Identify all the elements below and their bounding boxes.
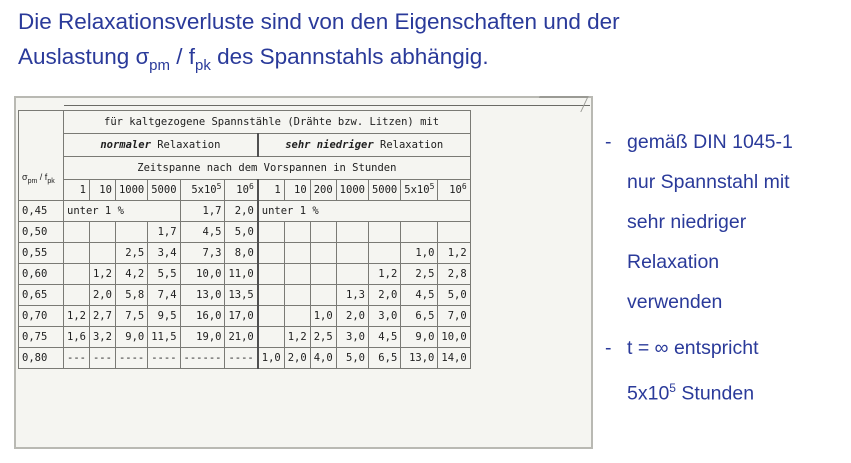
value-cell bbox=[336, 243, 368, 264]
value-cell: 5,0 bbox=[336, 348, 368, 369]
bullet-text: Stunden bbox=[675, 382, 755, 405]
value-cell bbox=[284, 306, 310, 327]
header-row-2 bbox=[19, 134, 471, 157]
value-cell: 2,5 bbox=[401, 264, 438, 285]
column-header-text: 200 bbox=[313, 184, 333, 196]
value-cell bbox=[115, 222, 147, 243]
header-text: Relaxation bbox=[150, 139, 221, 151]
ratio-cell: 0,80 bbox=[19, 348, 64, 369]
value-cell: 1,7 bbox=[148, 222, 180, 243]
column-header-text: 10 bbox=[99, 184, 112, 196]
ratio-cell: 0,50 bbox=[19, 222, 64, 243]
ratio-cell: 0,45 bbox=[19, 201, 64, 222]
value-cell: 2,0 bbox=[284, 348, 310, 369]
value-cell bbox=[284, 222, 310, 243]
note-cell: unter 1 % bbox=[258, 201, 470, 222]
value-cell: 1,3 bbox=[336, 285, 368, 306]
value-cell bbox=[310, 222, 336, 243]
table-row bbox=[19, 201, 471, 222]
superscript: 5 bbox=[669, 381, 676, 395]
value-cell: 7,0 bbox=[438, 306, 470, 327]
header-italic: normaler bbox=[100, 139, 151, 151]
title-line-1: Die Relaxationsverluste sind von den Eigenschaften und der bbox=[18, 9, 620, 34]
value-cell: 9,0 bbox=[401, 327, 438, 348]
ratio-cell: 0,75 bbox=[19, 327, 64, 348]
column-header bbox=[284, 180, 310, 201]
value-cell bbox=[64, 243, 90, 264]
column-header-row bbox=[19, 180, 471, 201]
table-row bbox=[19, 327, 471, 348]
value-cell: 5,0 bbox=[225, 222, 258, 243]
value-cell: 11,5 bbox=[148, 327, 180, 348]
header-text: Relaxation bbox=[373, 139, 444, 151]
value-cell bbox=[258, 306, 284, 327]
value-cell: --- bbox=[64, 348, 90, 369]
table-row bbox=[19, 243, 471, 264]
value-cell bbox=[438, 222, 470, 243]
bullet-line: nur Spannstahl mit bbox=[627, 171, 790, 193]
value-cell: 6,5 bbox=[368, 348, 400, 369]
value-cell bbox=[258, 264, 284, 285]
column-header bbox=[438, 180, 470, 201]
header-row-1 bbox=[19, 111, 471, 134]
column-header bbox=[401, 180, 438, 201]
empty-cell bbox=[19, 111, 64, 134]
column-header-text: 1000 bbox=[118, 184, 145, 196]
value-cell bbox=[310, 264, 336, 285]
table-row bbox=[19, 348, 471, 369]
table-row bbox=[19, 264, 471, 285]
subscript-pk: pk bbox=[47, 177, 55, 185]
column-header bbox=[115, 180, 147, 201]
bullet-item-1 bbox=[603, 122, 848, 322]
value-cell: 2,0 bbox=[225, 201, 258, 222]
value-cell: 1,6 bbox=[64, 327, 90, 348]
value-cell: 1,2 bbox=[89, 264, 115, 285]
column-header-text: 10 bbox=[294, 184, 307, 196]
column-header bbox=[64, 180, 90, 201]
value-cell: 2,8 bbox=[438, 264, 470, 285]
value-cell bbox=[64, 222, 90, 243]
value-cell: 5,0 bbox=[438, 285, 470, 306]
value-cell: 2,7 bbox=[89, 306, 115, 327]
table-row bbox=[19, 306, 471, 327]
value-cell: 13,5 bbox=[225, 285, 258, 306]
value-cell: 14,0 bbox=[438, 348, 470, 369]
value-cell: 9,0 bbox=[115, 327, 147, 348]
value-cell bbox=[258, 243, 284, 264]
bullet-line: sehr niedriger bbox=[627, 211, 747, 233]
value-cell: 4,2 bbox=[115, 264, 147, 285]
column-header-text: 5000 bbox=[371, 184, 398, 196]
scanned-table-image bbox=[14, 96, 593, 449]
value-cell: 11,0 bbox=[225, 264, 258, 285]
value-cell: 4,5 bbox=[368, 327, 400, 348]
value-cell: 2,0 bbox=[336, 306, 368, 327]
value-cell: 1,0 bbox=[258, 348, 284, 369]
value-cell bbox=[368, 222, 400, 243]
value-cell: 3,0 bbox=[336, 327, 368, 348]
bullet-line: t = ∞ entspricht bbox=[627, 337, 759, 359]
column-header-text: 5x10 bbox=[191, 184, 217, 196]
title-text: des Spannstahls abhängig. bbox=[210, 44, 489, 69]
column-header bbox=[368, 180, 400, 201]
value-cell: 13,0 bbox=[401, 348, 438, 369]
value-cell: 10,0 bbox=[438, 327, 470, 348]
value-cell: 7,3 bbox=[180, 243, 225, 264]
value-cell: 4,5 bbox=[180, 222, 225, 243]
subscript-pk: pk bbox=[195, 57, 211, 74]
value-cell bbox=[258, 327, 284, 348]
value-cell bbox=[258, 222, 284, 243]
header-italic: sehr niedriger bbox=[285, 139, 374, 151]
value-cell: 4,0 bbox=[310, 348, 336, 369]
value-cell: ---- bbox=[115, 348, 147, 369]
header-low-relaxation bbox=[258, 134, 470, 157]
value-cell bbox=[336, 222, 368, 243]
table-row bbox=[19, 285, 471, 306]
value-cell: 7,5 bbox=[115, 306, 147, 327]
subscript-pm: pm bbox=[27, 177, 38, 185]
value-cell: 1,7 bbox=[180, 201, 225, 222]
value-cell: 13,0 bbox=[180, 285, 225, 306]
value-cell bbox=[310, 243, 336, 264]
value-cell: 19,0 bbox=[180, 327, 225, 348]
value-cell: 10,0 bbox=[180, 264, 225, 285]
column-header-text: 10 bbox=[236, 184, 249, 196]
value-cell bbox=[336, 264, 368, 285]
bullet-dash: - bbox=[605, 131, 612, 153]
value-cell: 9,5 bbox=[148, 306, 180, 327]
value-cell: 16,0 bbox=[180, 306, 225, 327]
slide-title bbox=[18, 4, 838, 83]
value-cell: 3,2 bbox=[89, 327, 115, 348]
value-cell: 1,2 bbox=[64, 306, 90, 327]
bullet-list bbox=[603, 122, 848, 414]
value-cell bbox=[89, 222, 115, 243]
value-cell: ---- bbox=[148, 348, 180, 369]
value-cell: 1,2 bbox=[368, 264, 400, 285]
column-header-text: 5x10 bbox=[404, 184, 430, 196]
value-cell: 3,4 bbox=[148, 243, 180, 264]
value-cell: 2,5 bbox=[310, 327, 336, 348]
value-cell: 1,0 bbox=[310, 306, 336, 327]
value-cell bbox=[64, 264, 90, 285]
superscript: 6 bbox=[461, 182, 467, 191]
value-cell: 17,0 bbox=[225, 306, 258, 327]
bullet-line: verwenden bbox=[627, 291, 723, 313]
ratio-cell: 0,60 bbox=[19, 264, 64, 285]
table-row bbox=[19, 222, 471, 243]
value-cell: 1,2 bbox=[284, 327, 310, 348]
scan-corner-mark bbox=[532, 96, 588, 112]
value-cell: 1,0 bbox=[401, 243, 438, 264]
scan-border-line bbox=[64, 105, 590, 106]
value-cell: 2,0 bbox=[368, 285, 400, 306]
column-header-text: 10 bbox=[449, 184, 462, 196]
value-cell: 6,5 bbox=[401, 306, 438, 327]
column-header bbox=[148, 180, 180, 201]
note-cell: unter 1 % bbox=[64, 201, 181, 222]
title-text: / f bbox=[170, 44, 196, 69]
title-line-2 bbox=[18, 39, 838, 83]
value-cell bbox=[284, 285, 310, 306]
value-cell: 5,5 bbox=[148, 264, 180, 285]
label-text: / f bbox=[37, 171, 48, 182]
superscript: 5 bbox=[216, 182, 222, 191]
value-cell: 2,5 bbox=[115, 243, 147, 264]
value-cell bbox=[284, 264, 310, 285]
header-normal-relaxation bbox=[64, 134, 258, 157]
value-cell: 8,0 bbox=[225, 243, 258, 264]
bullet-item-2 bbox=[603, 328, 848, 414]
bullet-line bbox=[627, 368, 848, 414]
value-cell: 1,2 bbox=[438, 243, 470, 264]
column-header bbox=[225, 180, 258, 201]
value-cell bbox=[368, 243, 400, 264]
subscript-pm: pm bbox=[149, 57, 170, 74]
value-cell bbox=[64, 285, 90, 306]
value-cell: 4,5 bbox=[401, 285, 438, 306]
bullet-dash: - bbox=[605, 337, 612, 359]
value-cell: ---- bbox=[225, 348, 258, 369]
superscript: 5 bbox=[429, 182, 435, 191]
column-header bbox=[310, 180, 336, 201]
value-cell: 5,8 bbox=[115, 285, 147, 306]
value-cell: 3,0 bbox=[368, 306, 400, 327]
title-text: Auslastung bbox=[18, 44, 136, 69]
ratio-cell: 0,55 bbox=[19, 243, 64, 264]
sigma-symbol: σ bbox=[135, 44, 150, 69]
bullet-line: Relaxation bbox=[627, 251, 720, 273]
value-cell: 7,4 bbox=[148, 285, 180, 306]
y-axis-label bbox=[19, 157, 64, 201]
value-cell bbox=[284, 243, 310, 264]
column-header bbox=[336, 180, 368, 201]
column-header bbox=[89, 180, 115, 201]
relaxation-table bbox=[18, 110, 471, 369]
ratio-cell: 0,65 bbox=[19, 285, 64, 306]
bullet-text: 5x10 bbox=[627, 382, 670, 405]
bullet-line: gemäß DIN 1045-1 bbox=[627, 131, 793, 153]
header-time-span: Zeitspanne nach dem Vorspannen in Stunden bbox=[64, 157, 471, 180]
table-header-main: für kaltgezogene Spannstähle (Drähte bzw. Litzen) mit bbox=[64, 111, 471, 134]
value-cell: ------ bbox=[180, 348, 225, 369]
column-header bbox=[258, 180, 284, 201]
empty-cell bbox=[19, 134, 64, 157]
value-cell bbox=[401, 222, 438, 243]
superscript: 6 bbox=[248, 182, 254, 191]
value-cell: 21,0 bbox=[225, 327, 258, 348]
column-header-text: 1 bbox=[274, 184, 281, 196]
value-cell bbox=[258, 285, 284, 306]
column-header-text: 1 bbox=[79, 184, 86, 196]
value-cell: --- bbox=[89, 348, 115, 369]
value-cell bbox=[89, 243, 115, 264]
value-cell bbox=[310, 285, 336, 306]
column-header bbox=[180, 180, 225, 201]
value-cell: 2,0 bbox=[89, 285, 115, 306]
sigma-symbol: σ bbox=[22, 171, 28, 182]
header-row-3 bbox=[19, 157, 471, 180]
column-header-text: 5000 bbox=[151, 184, 177, 196]
ratio-cell: 0,70 bbox=[19, 306, 64, 327]
column-header-text: 1000 bbox=[339, 184, 365, 196]
